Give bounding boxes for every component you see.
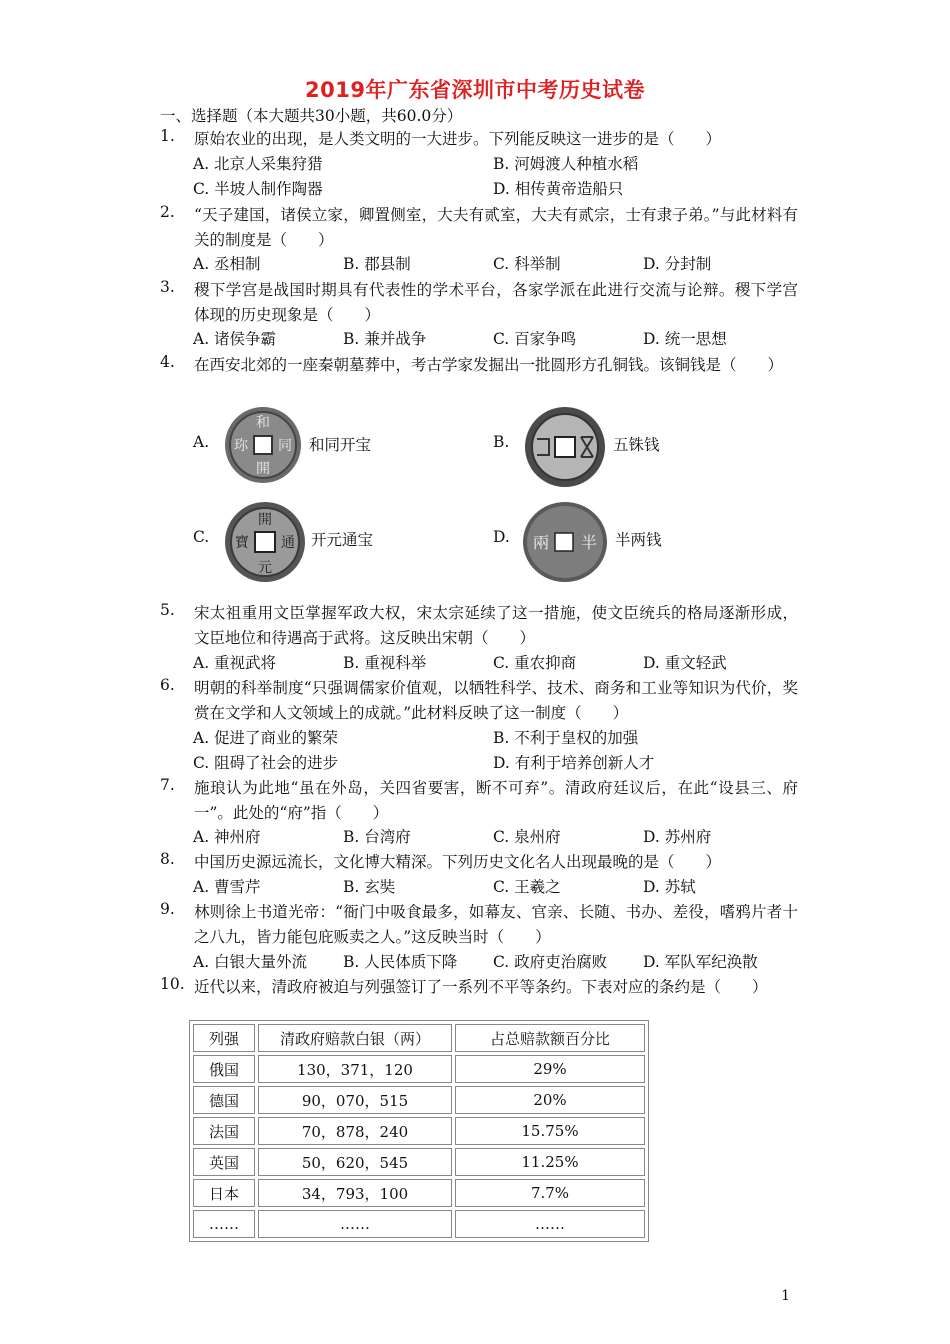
option-letter: C. bbox=[193, 528, 210, 546]
coin-option-b bbox=[493, 405, 950, 485]
option-b: B. 玄奘 bbox=[343, 878, 396, 896]
table-header-row bbox=[193, 1024, 645, 1052]
option-letter: D. bbox=[493, 528, 510, 546]
table-row bbox=[193, 1148, 645, 1176]
table-cell: …… bbox=[193, 1210, 255, 1238]
option-d: D. 重文轻武 bbox=[643, 654, 727, 672]
table-cell: 29% bbox=[455, 1055, 645, 1083]
table-cell: 英国 bbox=[193, 1148, 255, 1176]
svg-text:開: 開 bbox=[258, 512, 272, 528]
table-header-cell: 占总赔款额百分比 bbox=[455, 1024, 645, 1052]
question-text: 宋太祖重用文臣掌握军政大权，宋太宗延续了这一措施，使文臣统兵的格局逐渐形成，文臣地位和待遇高于武将。这反映出宋朝（ ） bbox=[194, 604, 798, 647]
question-text: “天子建国，诸侯立家，卿置侧室，大夫有贰室，大夫有贰宗，士有隶子弟。”与此材料有关的制度是（ ） bbox=[194, 206, 798, 249]
question-number: 8. bbox=[160, 850, 175, 868]
table-cell: 日本 bbox=[193, 1179, 255, 1207]
table-row bbox=[193, 1179, 645, 1207]
option-b: B. 河姆渡人种植水稻 bbox=[493, 155, 639, 173]
question-number: 3. bbox=[160, 278, 175, 296]
option-b: B. 郡县制 bbox=[343, 255, 411, 273]
option-d: D. 苏轼 bbox=[643, 878, 696, 896]
svg-text:和: 和 bbox=[256, 415, 270, 431]
option-a: A. 北京人采集狩猎 bbox=[193, 155, 323, 173]
question-text: 近代以来，清政府被迫与列强签订了一系列不平等条约。下表对应的条约是（ ） bbox=[194, 978, 768, 996]
svg-text:同: 同 bbox=[278, 438, 292, 454]
coin-name: 半两钱 bbox=[615, 531, 662, 549]
coin-name: 开元通宝 bbox=[311, 531, 374, 549]
option-c: C. 阻碍了社会的进步 bbox=[193, 754, 339, 772]
question-number: 6. bbox=[160, 676, 175, 694]
question-number: 7. bbox=[160, 776, 175, 794]
option-c: C. 半坡人制作陶器 bbox=[193, 180, 323, 198]
ban-liang-coin-icon bbox=[521, 500, 609, 584]
table-cell: …… bbox=[258, 1210, 452, 1238]
option-a: A. 曹雪芹 bbox=[193, 878, 261, 896]
svg-text:寶: 寶 bbox=[235, 535, 249, 551]
option-letter: A. bbox=[193, 433, 210, 451]
indemnity-table bbox=[189, 1020, 649, 1242]
table-row bbox=[193, 1210, 645, 1238]
wu-zhu-coin-icon bbox=[523, 405, 607, 489]
option-b: B. 人民体质下降 bbox=[343, 953, 458, 971]
question-text: 在西安北郊的一座秦朝墓葬中，考古学家发掘出一批圆形方孔铜钱。该铜钱是（ ） bbox=[194, 356, 784, 374]
svg-text:兩: 兩 bbox=[532, 533, 550, 552]
option-d: D. 分封制 bbox=[643, 255, 712, 273]
table-cell: …… bbox=[455, 1210, 645, 1238]
he-tong-kai-bao-coin-icon bbox=[223, 405, 303, 485]
table-row bbox=[193, 1055, 645, 1083]
question-text: 中国历史源远流长，文化博大精深。下列历史文化名人出现最晚的是（ ） bbox=[194, 853, 722, 871]
table-row bbox=[193, 1086, 645, 1114]
svg-text:半: 半 bbox=[580, 533, 598, 552]
table-cell: 11.25% bbox=[455, 1148, 645, 1176]
table-cell: 90，070，515 bbox=[258, 1086, 452, 1114]
table-cell: 34，793，100 bbox=[258, 1179, 452, 1207]
question-text: 林则徐上书道光帝：“衙门中吸食最多，如幕友、官亲、长随、书办、差役，嗜鸦片者十之八九，皆力能包庇贩卖之人。”这反映当时（ ） bbox=[194, 903, 798, 946]
option-d: D. 有利于培养创新人才 bbox=[493, 754, 655, 772]
option-c: C. 王羲之 bbox=[493, 878, 561, 896]
page-number: 1 bbox=[781, 1288, 790, 1304]
table-cell: 130，371，120 bbox=[258, 1055, 452, 1083]
question-text: 施琅认为此地“虽在外岛，关四省要害，断不可弃”。清政府廷议后，在此“设县三、府一”。此处的“府”指（ ） bbox=[194, 779, 798, 822]
option-a: A. 丞相制 bbox=[193, 255, 261, 273]
option-c: C. 百家争鸣 bbox=[493, 330, 577, 348]
option-b: B. 台湾府 bbox=[343, 828, 411, 846]
svg-text:通: 通 bbox=[281, 535, 295, 551]
option-letter: B. bbox=[493, 433, 510, 451]
svg-text:開: 開 bbox=[256, 461, 270, 477]
question-text: 原始农业的出现，是人类文明的一大进步。下列能反映这一进步的是（ ） bbox=[194, 130, 722, 148]
option-a: A. 白银大量外流 bbox=[193, 953, 308, 971]
option-a: A. 促进了商业的繁荣 bbox=[193, 729, 339, 747]
table-cell: 20% bbox=[455, 1086, 645, 1114]
option-a: A. 诸侯争霸 bbox=[193, 330, 277, 348]
option-a: A. 重视武将 bbox=[193, 654, 277, 672]
table-cell: 7.7% bbox=[455, 1179, 645, 1207]
option-c: C. 泉州府 bbox=[493, 828, 561, 846]
coin-name: 和同开宝 bbox=[309, 436, 372, 454]
question-number: 2. bbox=[160, 203, 175, 221]
svg-text:珎: 珎 bbox=[234, 438, 248, 454]
table-cell: 50，620，545 bbox=[258, 1148, 452, 1176]
option-d: D. 苏州府 bbox=[643, 828, 712, 846]
question-number: 10. bbox=[160, 975, 185, 993]
table-cell: 德国 bbox=[193, 1086, 255, 1114]
option-b: B. 重视科举 bbox=[343, 654, 427, 672]
table-cell: 法国 bbox=[193, 1117, 255, 1145]
option-d: D. 军队军纪涣散 bbox=[643, 953, 758, 971]
kai-yuan-tong-bao-coin-icon bbox=[223, 500, 307, 584]
option-c: C. 政府吏治腐败 bbox=[493, 953, 608, 971]
table-header-cell: 清政府赔款白银（两） bbox=[258, 1024, 452, 1052]
question-number: 5. bbox=[160, 601, 175, 619]
option-c: C. 科举制 bbox=[493, 255, 561, 273]
section-heading: 一、选择题（本大题共30小题，共60.0分） bbox=[160, 107, 463, 125]
option-a: A. 神州府 bbox=[193, 828, 261, 846]
page-title: 2019年广东省深圳市中考历史试卷 bbox=[305, 78, 645, 102]
option-d: D. 统一思想 bbox=[643, 330, 727, 348]
table-cell: 15.75% bbox=[455, 1117, 645, 1145]
coin-option-d bbox=[493, 500, 950, 580]
question-number: 9. bbox=[160, 900, 175, 918]
option-b: B. 兼并战争 bbox=[343, 330, 427, 348]
table-row bbox=[193, 1117, 645, 1145]
table-header-cell: 列强 bbox=[193, 1024, 255, 1052]
option-c: C. 重农抑商 bbox=[493, 654, 577, 672]
table-cell: 俄国 bbox=[193, 1055, 255, 1083]
question-text: 稷下学宫是战国时期具有代表性的学术平台，各家学派在此进行交流与论辩。稷下学宫体现的历史现象是（ ） bbox=[194, 281, 798, 324]
option-b: B. 不利于皇权的加强 bbox=[493, 729, 639, 747]
question-number: 1. bbox=[160, 127, 175, 145]
option-d: D. 相传黄帝造船只 bbox=[493, 180, 624, 198]
svg-text:元: 元 bbox=[258, 560, 272, 576]
question-number: 4. bbox=[160, 353, 175, 371]
table-cell: 70，878，240 bbox=[258, 1117, 452, 1145]
question-text: 明朝的科举制度“只强调儒家价值观，以牺牲科学、技术、商务和工业等知识为代价，奖赏在文学和人文领域上的成就。”此材料反映了这一制度（ ） bbox=[194, 679, 798, 722]
coin-name: 五铢钱 bbox=[613, 436, 660, 454]
